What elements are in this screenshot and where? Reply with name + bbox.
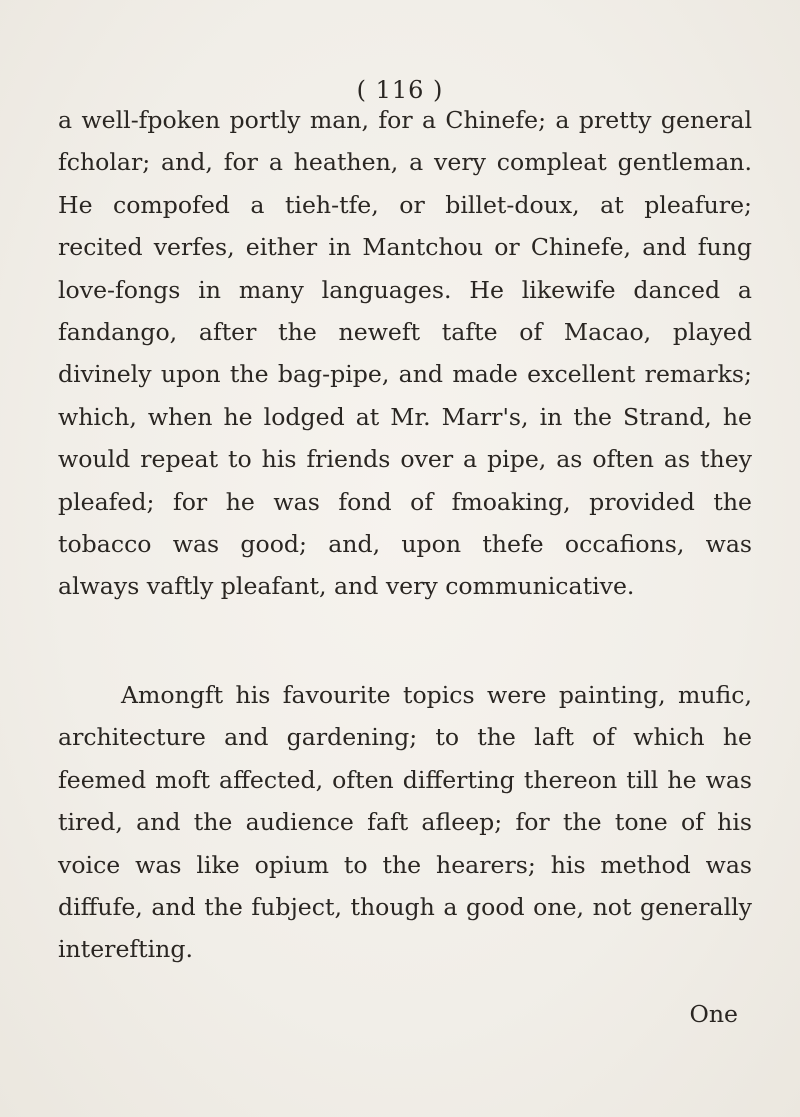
text-line: recited verfes, either in Mantchou or Chinefe, and fung: [58, 233, 752, 262]
text-line: architecture and gardening; to the laft of which he: [58, 723, 752, 752]
text-line: tobacco was good; and, upon thefe occafions, was: [58, 530, 752, 559]
text-line: fandango, after the neweft tafte of Macao, played: [58, 318, 752, 347]
text-line: feemed moft affected, often differting thereon till he was: [58, 765, 752, 794]
text-line: which, when he lodged at Mr. Marr's, in the Strand, he: [58, 402, 752, 431]
text-line: would repeat to his friends over a pipe, as often as they: [58, 445, 752, 474]
text-line: diffufe, and the fubject, though a good one, not generally: [58, 893, 752, 922]
catchword: One: [689, 1000, 738, 1028]
text-line: voice was like opium to the hearers; his method was: [58, 850, 752, 879]
text-line: Amongft his favourite topics were painting, mufic,: [121, 681, 752, 709]
text-line: a well-fpoken portly man, for a Chinefe; a pretty general: [58, 106, 752, 134]
paragraph-2: [58, 674, 752, 971]
text-line: pleafed; for he was fond of fmoaking, provided the: [58, 487, 752, 516]
text-line: tired, and the audience faft afleep; for the tone of his: [58, 808, 752, 837]
text-line: interefting.: [58, 935, 193, 964]
text-line: always vaftly pleafant, and very communicative.: [58, 572, 635, 601]
text-line: He compofed a tieh-tfe, or billet-doux, at pleafure;: [58, 190, 752, 219]
page-number: ( 116 ): [356, 76, 444, 104]
paragraph-1: [58, 99, 752, 608]
text-line: fcholar; and, for a heathen, a very compleat gentleman.: [58, 148, 752, 177]
text-line: love-fongs in many languages. He likewife danced a: [58, 275, 752, 304]
text-line: divinely upon the bag-pipe, and made excellent remarks;: [58, 360, 752, 389]
